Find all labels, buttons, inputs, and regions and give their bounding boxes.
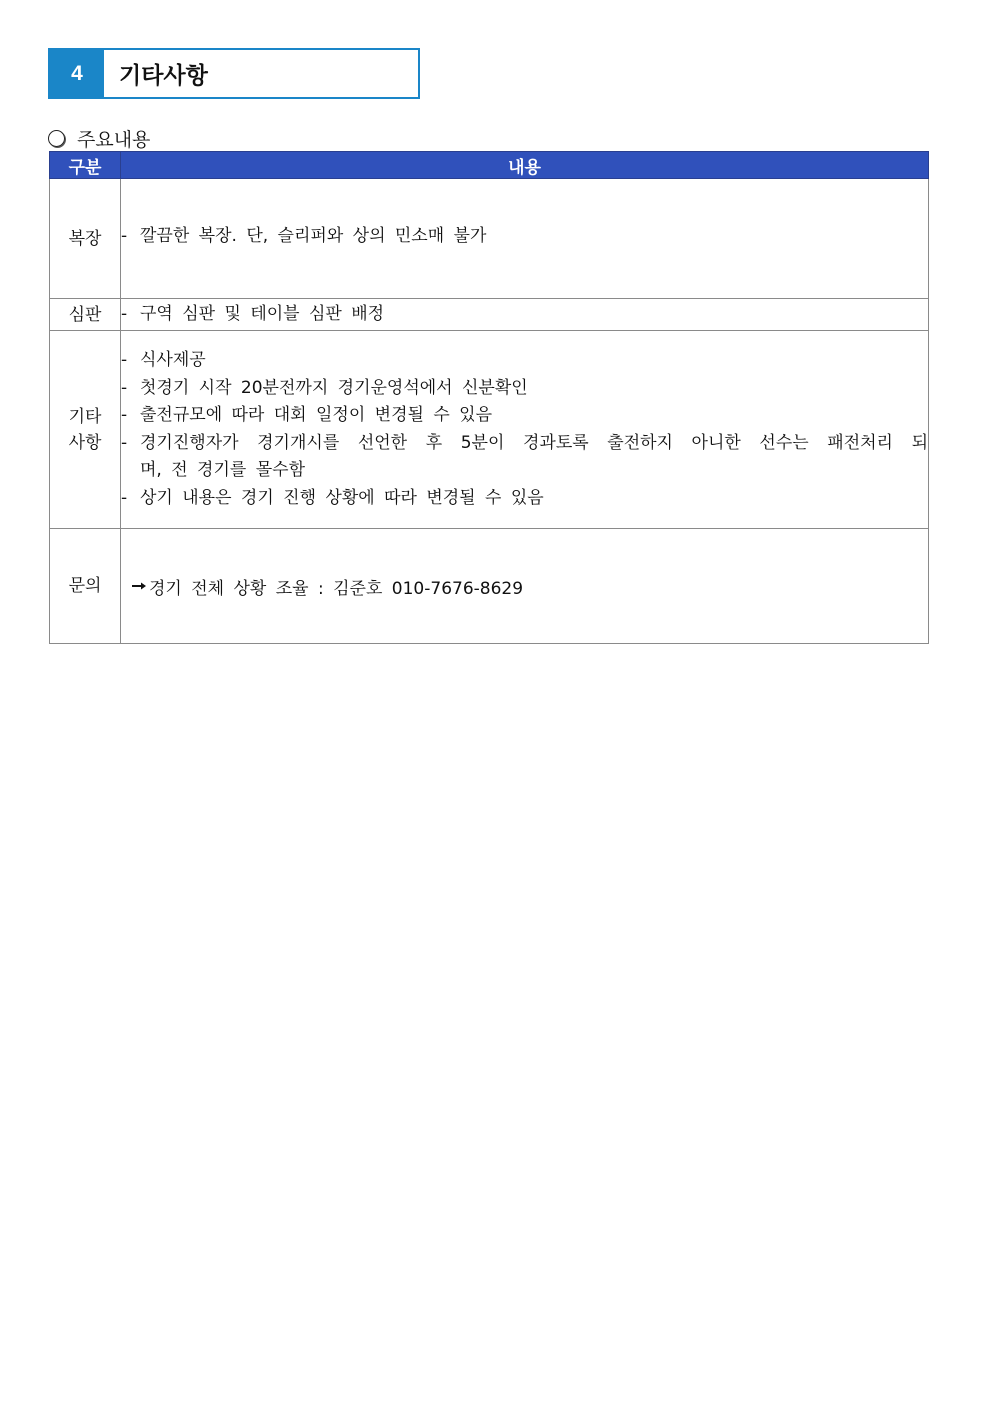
- category-cell: 복장: [50, 179, 121, 299]
- contact-text: 경기 전체 상황 조율 : 김준호 010-7676-8629: [149, 578, 524, 599]
- dash-marker: -: [121, 350, 128, 370]
- content-cell: [121, 331, 929, 529]
- header-category: 구분: [50, 152, 121, 179]
- subheading-text: 주요내용: [77, 128, 151, 151]
- content-line: 첫경기 시작 20분전까지 경기운영석에서 신분확인: [140, 377, 528, 398]
- content-cell: [121, 529, 929, 644]
- content-line: 상기 내용은 경기 진행 상황에 따라 변경될 수 있음: [140, 487, 544, 508]
- content-line: 구역 심판 및 테이블 심판 배정: [140, 303, 385, 324]
- table-row-other: [50, 331, 929, 529]
- dash-marker: -: [121, 405, 128, 425]
- dash-marker: -: [121, 377, 128, 398]
- category-line: 사항: [68, 432, 102, 453]
- dash-marker: -: [121, 303, 128, 324]
- dash-marker: -: [121, 432, 128, 453]
- table-row-attire: [50, 179, 929, 299]
- dash-marker: -: [121, 487, 128, 508]
- category-cell: 심판: [50, 299, 121, 331]
- table-header-row: [50, 152, 929, 179]
- header-content: 내용: [121, 152, 929, 179]
- subheading: [48, 125, 150, 151]
- info-table: [49, 151, 929, 644]
- table-row-inquiry: [50, 529, 929, 644]
- content-line: 깔끔한 복장. 단, 슬리퍼와 상의 민소매 불가: [140, 225, 487, 246]
- content-line-continued: 며, 전 경기를 몰수함: [140, 460, 305, 480]
- section-title: 기타사항: [119, 63, 208, 89]
- content-line: 출전규모에 따라 대회 일정이 변경될 수 있음: [140, 405, 493, 425]
- category-cell: 문의: [50, 529, 121, 644]
- circle-bullet-icon: [48, 130, 65, 147]
- content-cell: [121, 299, 929, 331]
- dash-marker: -: [121, 225, 128, 246]
- section-number: 4: [50, 50, 104, 97]
- category-line: 기타: [68, 406, 102, 427]
- arrow-right-icon: [131, 581, 147, 591]
- category-cell: [50, 331, 121, 529]
- content-cell: [121, 179, 929, 299]
- section-header: [48, 48, 420, 99]
- content-line: 식사제공: [140, 350, 206, 370]
- table-row-referee: [50, 299, 929, 331]
- content-line: 경기진행자가 경기개시를 선언한 후 5분이 경과토록 출전하지 아니한 선수는 패전처리 되: [140, 432, 928, 453]
